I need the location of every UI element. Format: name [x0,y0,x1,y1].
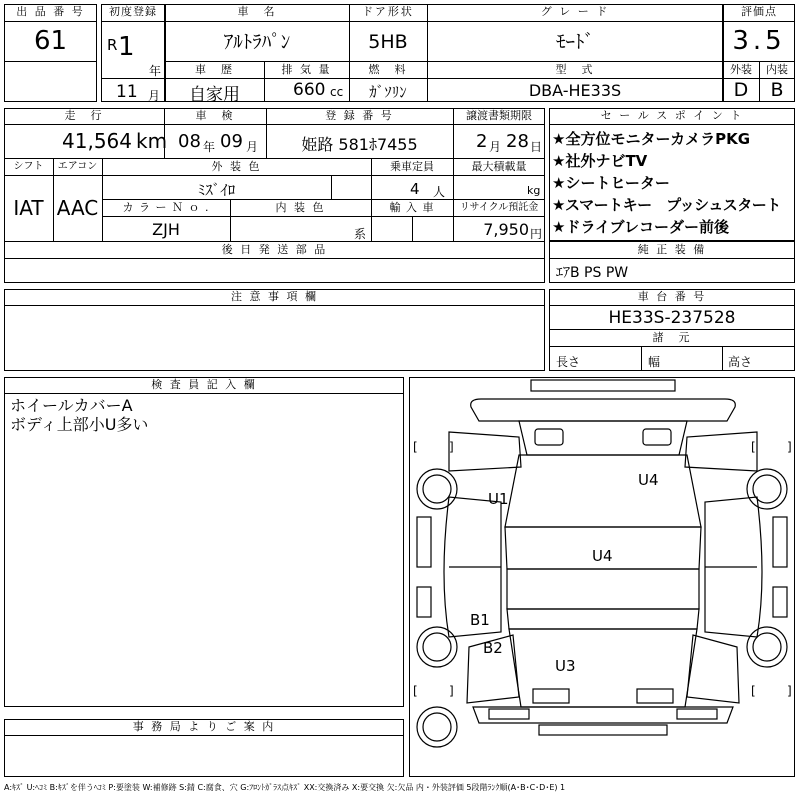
rear-window [519,421,687,455]
car-name-label: 車 名 [237,5,277,18]
inspection-year-unit: 年 [203,140,216,154]
first-registration-label: 初度登録 [109,5,157,18]
score-label: 評価点 [741,5,777,18]
max-load-label: 最大積載量 [471,160,527,173]
rear-left-quarter [449,432,521,471]
shift-label: シフト [13,161,44,172]
exterior-label: 外装 [730,63,752,76]
grade-label: グ レ ー ド [540,5,610,18]
svg-text:[: [ [751,440,756,454]
inspector-comment: ボディ上部小U多い [10,415,149,434]
color-no: ZJH [152,220,180,239]
interior-label: 内装 [766,63,788,76]
inspection-month: 09 [220,131,243,152]
displacement-label: 排 気 量 [281,63,332,76]
front-bumper-shape [539,725,667,735]
model-label: 型 式 [555,63,595,76]
shift: IAT [13,196,44,220]
door-label: ドア形状 [362,5,414,18]
car-name: ｱﾙﾄﾗﾊﾟﾝ [223,31,291,53]
grade: ﾓｰﾄﾞ [555,31,594,53]
svg-text:]: ] [787,440,792,454]
reg-year: 1 [118,32,135,62]
interior-color-label: 内 装 色 [275,201,326,214]
sales-point: ★スマートキー プッシュスタート [552,196,781,214]
car-diagram [409,377,795,777]
svg-text:]: ] [449,684,454,698]
inspector-comment: ホイールカバーA [10,396,133,415]
mileage-unit: km [136,129,168,153]
transfer-day: 28 [506,131,529,152]
notes-label: 注 意 事 項 欄 [231,290,318,303]
capacity: 4 [410,180,420,198]
exterior-color-label: 外 装 色 [211,160,262,173]
damage-mark: U4 [638,471,659,489]
capacity-unit: 人 [433,185,446,199]
transfer-month-unit: 月 [489,140,502,154]
interior-color-unit: 系 [354,227,367,241]
model-code: DBA-HE33S [528,81,622,100]
svg-text:]: ] [787,684,792,698]
svg-text:]: ] [449,440,454,454]
inspector-comments [10,396,148,434]
fuel-label: 燃 料 [368,63,408,76]
office-label: 事 務 局 よ り ご 案 内 [132,720,276,733]
sales-point: ★社外ナビTV [552,152,648,170]
history: 自家用 [189,85,240,105]
hood [509,629,697,707]
damage-mark: U3 [555,657,576,675]
svg-text:[: [ [751,684,756,698]
reg-year-unit: 年 [149,64,162,78]
displacement-unit: cc [330,85,344,99]
recycle-deposit: 7,950 [483,220,529,239]
damage-mark: B1 [470,611,490,629]
reg-month: 11 [116,82,138,102]
inspection-year: 08 [178,131,201,152]
sales-point: ★ドライブレコーダー前後 [552,218,729,236]
lot-label: 出 品 番 号 [16,5,85,18]
recycle-unit: 円 [530,227,543,241]
rear-right-quarter [685,432,757,471]
fuel: ｶﾞｿﾘﾝ [369,83,407,101]
damage-mark: B2 [483,639,503,657]
width-label: 幅 [648,355,661,369]
inspector-label: 検 査 員 記 入 欄 [151,378,257,391]
damage-mark: U4 [592,547,613,565]
exterior-grade: D [733,79,749,101]
interior-grade: B [770,79,784,101]
capacity-label: 乗車定員 [390,160,434,173]
sales-point: ★全方位モニターカメラPKG [552,130,751,148]
transfer-month: 2 [476,131,488,152]
chassis-number: HE33S-237528 [608,308,736,328]
exterior-color: ﾐｽﾞｲﾛ [197,181,236,199]
height-label: 高さ [728,355,753,369]
later-parts-label: 後 日 発 送 部 品 [221,243,328,256]
displacement: 660 [293,80,326,100]
transfer-deadline-label: 譲渡書類期限 [466,109,532,122]
rear-bumper-shape [531,380,675,391]
mileage: 41,564 [62,129,132,153]
svg-text:[: [ [413,440,418,454]
equipment-label: 純 正 装 備 [637,243,707,256]
inspection-month-unit: 月 [246,140,259,154]
roof [505,455,701,527]
plate-number: 姫路 581ﾎ7455 [301,135,418,154]
equipment-value: ｴｱB PS PW [556,265,629,281]
era: R [107,36,118,54]
max-load-unit: kg [527,184,541,197]
import-label: 輸 入 車 [389,201,435,214]
ac: AAC [56,196,99,220]
inspection-label: 車 検 [195,109,235,122]
plate-label: 登 録 番 号 [325,109,394,122]
svg-text:[: [ [413,684,418,698]
history-label: 車 歴 [195,63,234,76]
color-no-label: カ ラ ー Ｎ ｏ . [122,201,210,214]
reg-month-unit: 月 [148,89,161,103]
specs-label: 諸 元 [652,331,692,344]
length-label: 長さ [556,355,581,369]
rear-bumper-panel [471,399,736,421]
mileage-label: 走 行 [64,109,104,122]
chassis-label: 車 台 番 号 [637,290,707,303]
overall-score: 3.5 [732,26,786,56]
legend: A:ｷｽﾞ U:ﾍｺﾐ B:ｷｽﾞを伴うﾍｺﾐ P:要塗装 W:補修跡 S:錆 C:腐食、穴 G:ﾌﾛﾝﾄｶﾞﾗｽ点ｷｽﾞ XX:交換済み X:要交換 欠:欠品 内・外装評価 5段階ﾗﾝｸ順(A･B･C･D･E) 1 [4,783,566,792]
door-type: 5HB [368,31,408,53]
ac-label: エアコン [57,161,98,172]
sales-point: ★シートヒーター [552,174,670,192]
recycle-label: リサイクル預託金 [459,202,539,213]
sales-points-list [552,128,794,238]
sales-points-label: セ ー ル ス ポ イ ン ト [600,109,744,122]
lot-number: 61 [33,26,68,56]
transfer-day-unit: 日 [530,140,543,154]
damage-mark: U1 [488,490,509,508]
